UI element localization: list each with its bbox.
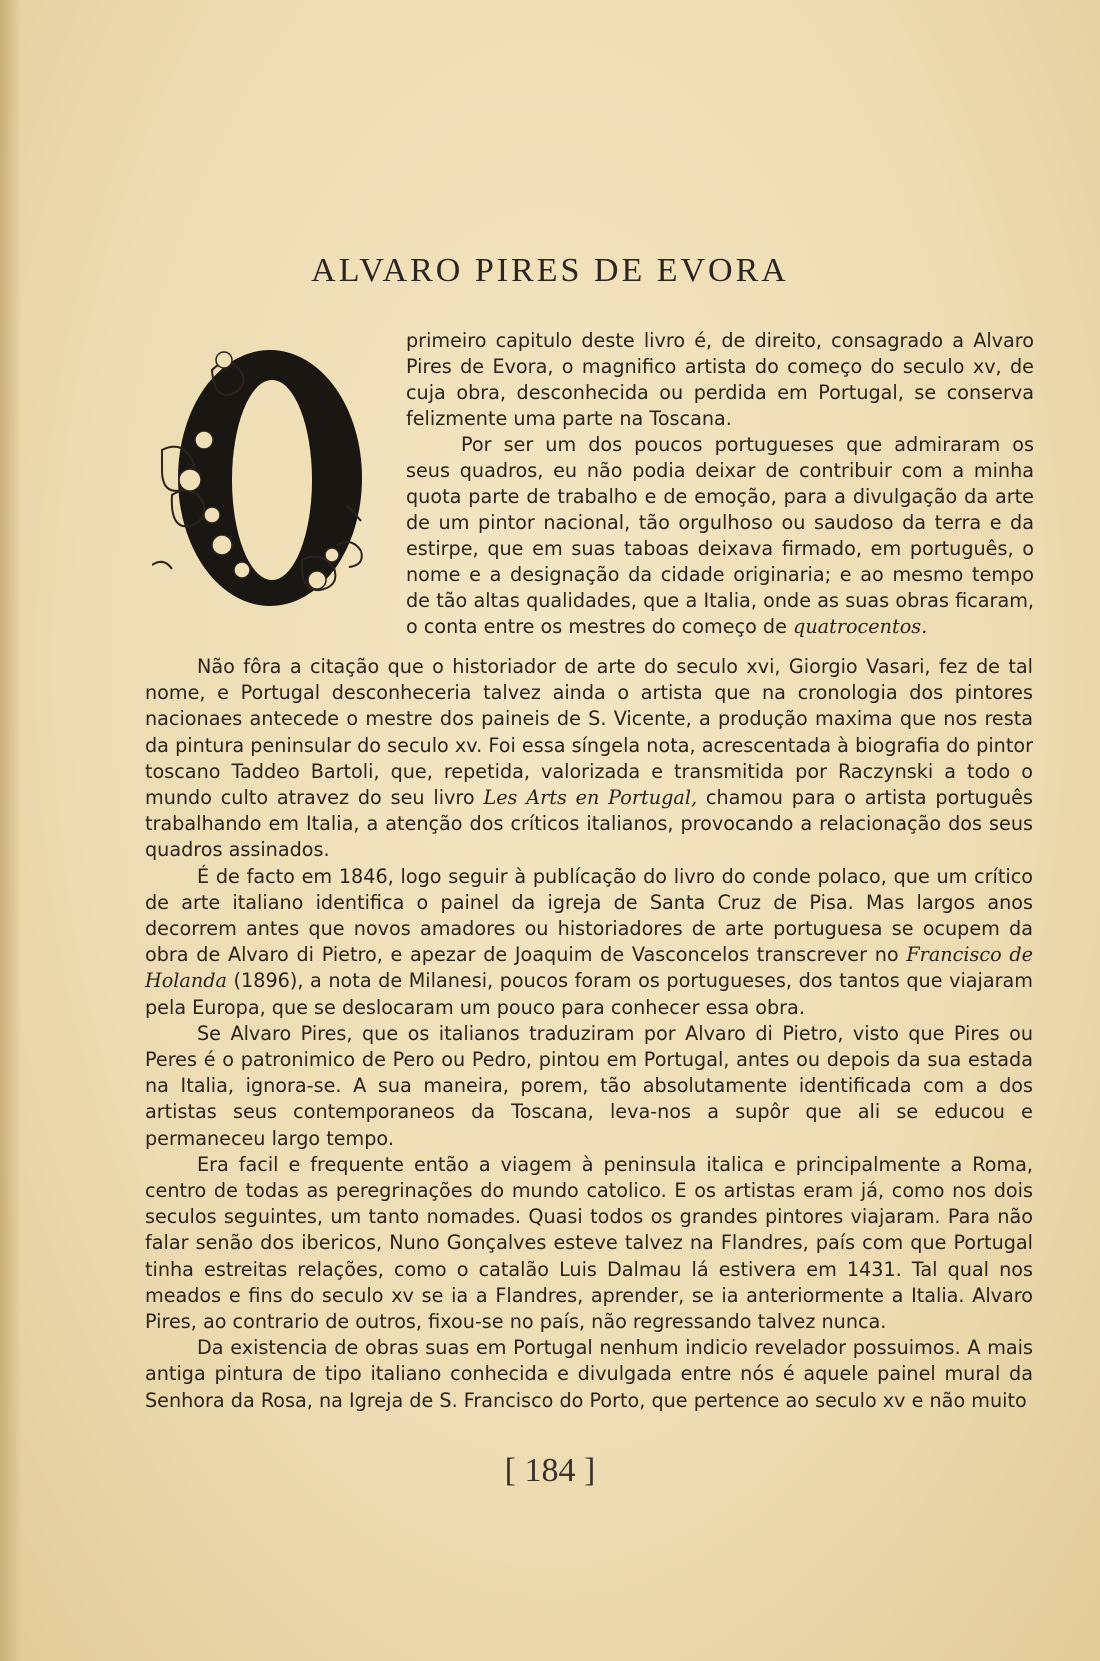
paragraph-1-book-title: Les Arts en Portugal, — [483, 786, 698, 810]
intro-paragraph-2 — [406, 432, 1034, 640]
paragraph-2 — [145, 864, 1033, 1021]
paragraph-4: Era facil e frequente então a viagem à peninsula italica e principalmente a Roma, centro de todas as peregrinações do mundo catolico. E os artistas eram já, como nos dois seculos seguintes, um tanto nomades. Quasi todos os grandes pintores viajaram. Para não falar senão dos ibericos, Nuno Gonçalves esteve talvez na Flandres, país com que Portugal tinha estreitas relações, como o catalão Luis Dalmau lá estivera em 1431. Tal qual nos meados e fins do seculo xv se ia a Flandres, aprender, se ia anteriormente a Italia. Alvaro Pires, ao contrario de outros, fixou-se no país, não regressando talvez nunca. — [145, 1152, 1033, 1334]
paragraph-2-text-b: (1896), a nota de Milanesi, poucos foram os portugueses, dos tantos que viajaram pela Europa, que se deslocaram um pouco para conhecer essa obra. — [145, 969, 1033, 1019]
paragraph-1-text-b: chamou para o artista português trabalhando em Italia, a atenção dos críticos italianos, provocando a relacionação dos seus quadros assinados. — [145, 786, 1033, 862]
intro-paragraphs — [406, 328, 1034, 640]
intro-italic-term: quatrocentos. — [793, 615, 928, 638]
chapter-title: ALVARO PIRES DE EVORA — [311, 252, 789, 289]
decorated-dropcap — [152, 330, 382, 630]
paragraph-2-text-a: É de facto em 1846, logo seguir à publícação do livro do conde polaco, que um crítico de arte italiano identifica o painel da igreja de Santa Cruz de Pisa. Mas largos anos decorrem antes que novos amadores ou historiadores de arte portuguesa se ocupem da obra de Alvaro di Pietro, e apezar de Joaquim de Vasconcelos transcrever no — [145, 864, 1033, 967]
paragraph-1 — [145, 654, 1033, 864]
intro-paragraph-1: primeiro capitulo deste livro é, de direito, consagrado a Alvaro Pires de Evora, o magnifico artista do começo do seculo xv, de cuja obra, desconhecida ou perdida em Portugal, se conserva felizmente uma parte na Toscana. — [406, 329, 1034, 430]
intro-paragraph-2-text: Por ser um dos poucos portugueses que admiraram os seus quadros, eu não podia deixar de contribuir com a minha quota parte de trabalho e de emoção, para a divulgação da arte de um pintor nacional, tão orgulhoso ou saudoso da terra e da estirpe, que em suas taboas deixava firmado, em português, o nome e a designação da cidade originaria; e ao mesmo tempo de tão altas qualidades, que a Italia, onde as suas obras ficaram, o conta entre os mestres do começo de — [406, 433, 1034, 638]
dropcap-o-icon — [152, 330, 382, 630]
page-edge-shadow — [0, 0, 22, 1661]
body-text — [145, 654, 1033, 1414]
paragraph-5: Da existencia de obras suas em Portugal nenhum indicio revelador possuimos. A mais antiga pintura de tipo italiano conhecida e divulgada entre nós é aquele painel mural da Senhora da Rosa, na Igreja de S. Francisco do Porto, que pertence ao seculo xv e não muito — [145, 1336, 1033, 1412]
paragraph-2-book-title: Francisco de Holanda — [145, 943, 1033, 993]
paragraph-3: Se Alvaro Pires, que os italianos traduziram por Alvaro di Pietro, visto que Pires ou Peres é o patronimico de Pero ou Pedro, pintou em Portugal, antes ou depois da sua estada na Italia, ignora-se. A sua maneira, porem, tão absolutamente identificada com a dos artistas seus contemporaneos da Toscana, leva-nos a supôr que ali se educou e permaneceu largo tempo. — [145, 1021, 1033, 1150]
page-number: [ 184 ] — [504, 1452, 596, 1489]
paragraph-1-text-a: Não fôra a citação que o historiador de arte do seculo xvi, Giorgio Vasari, fez de tal nome, e Portugal desconheceria talvez ainda o artista que na cronologia dos pintores nacionaes antecede o mestre dos paineis de S. Vicente, a produção maxima que nos resta da pintura peninsular do seculo xv. Foi essa síngela nota, acrescentada à biografia do pintor toscano Taddeo Bartoli, que, repetida, valorizada e transmitida por Raczynski a todo o mundo culto atravez do seu livro — [145, 655, 1033, 810]
